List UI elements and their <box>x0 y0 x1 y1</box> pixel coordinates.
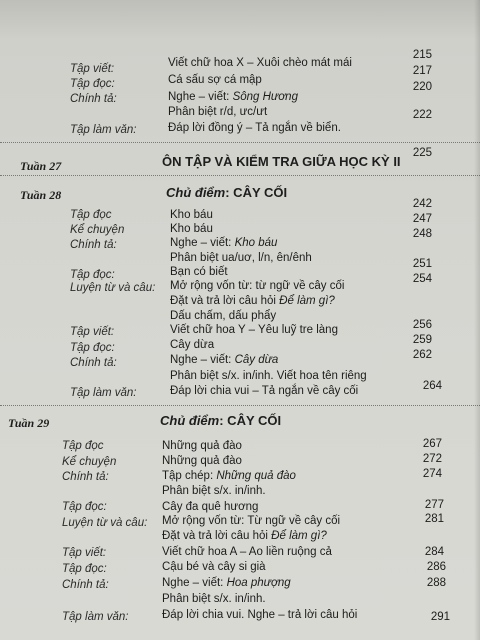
entry-title: Kho báu <box>170 223 213 235</box>
entry-title: Đặt và trả lời câu hỏi Để làm gì? <box>162 530 327 542</box>
entry-label: Tập làm văn: <box>70 387 137 399</box>
entry-title: Những quả đào <box>162 440 242 452</box>
entry-page: 215 <box>412 49 432 61</box>
entry-label: Tập đọc: <box>70 78 115 90</box>
entry-page: 248 <box>412 228 432 240</box>
entry-label: Tập làm văn: <box>62 611 129 623</box>
entry-title: Phân biệt s/x. in/inh. <box>162 593 266 605</box>
entry-page: 281 <box>424 513 444 525</box>
divider <box>0 405 480 407</box>
entry-title: Nghe – viết: Sông Hương <box>168 91 298 103</box>
entry-page: 274 <box>422 468 442 480</box>
entry-page: 284 <box>424 546 444 558</box>
entry-title: Cây đa quê hương <box>162 501 259 513</box>
theme-title: Chủ điểm: CÂY CỐI <box>160 413 282 428</box>
entry-title: Kho báu <box>170 209 213 221</box>
entry-label: Tập đọc: <box>70 269 115 281</box>
entry-page: 222 <box>412 109 432 121</box>
entry-title: Đặt và trả lời câu hỏi Để làm gì? <box>170 295 335 307</box>
entry-page: 217 <box>412 65 432 77</box>
entry-label: Chính tả: <box>62 579 109 591</box>
entry-title: Tập chép: Những quả đào <box>162 470 296 482</box>
section-title: ÔN TẬP VÀ KIỂM TRA GIỮA HỌC KỲ II <box>162 154 401 169</box>
entry-label: Tập viết: <box>70 326 115 338</box>
entry-label: Tập đọc: <box>70 342 115 354</box>
entry-title: Nghe – viết: Cây dừa <box>170 354 279 366</box>
week-label: Tuần 29 <box>8 416 50 430</box>
entry-title: Đáp lời đồng ý – Tả ngắn về biển. <box>168 122 341 134</box>
entry-title: Cậu bé và cây si già <box>162 561 266 573</box>
entry-page: 288 <box>426 577 446 589</box>
entry-title: Cây dừa <box>170 339 215 351</box>
entry-label: Luyện từ và câu: <box>62 517 148 529</box>
entry-title: Cá sấu sợ cá mập <box>168 74 262 86</box>
entry-page: 264 <box>422 380 442 392</box>
entry-label: Tập đọc: <box>62 563 107 575</box>
entry-title: Viết chữ hoa Y – Yêu luỹ tre làng <box>170 324 338 336</box>
entry-page: 220 <box>412 81 432 93</box>
entry-label: Tập viết: <box>62 547 107 559</box>
entry-page: 254 <box>412 273 432 285</box>
entry-title: Đáp lời chia vui – Tả ngắn về cây cối <box>170 385 359 397</box>
entry-label: Chính tả: <box>70 239 117 251</box>
entry-page: 259 <box>412 334 432 346</box>
entry-label: Chính tả: <box>70 93 117 105</box>
entry-page: 286 <box>426 561 446 573</box>
theme-title: Chủ điểm: CÂY CỐI <box>166 185 288 200</box>
entry-page: 247 <box>412 213 432 225</box>
entry-label: Kể chuyện <box>70 224 125 236</box>
entry-title: Viết chữ hoa X – Xuôi chèo mát mái <box>168 57 352 69</box>
entry-title: Những quả đào <box>162 455 242 467</box>
entry-title: Viết chữ hoa A – Ao liền ruộng cả <box>162 546 332 558</box>
shadow <box>0 0 480 40</box>
entry-page: 267 <box>422 438 442 450</box>
entry-label: Tập đọc <box>70 209 112 221</box>
entry-page: 251 <box>412 258 432 270</box>
entry-page: 262 <box>412 349 432 361</box>
week-label: Tuần 27 <box>20 159 62 173</box>
entry-label: Luyện từ và câu: <box>70 282 156 294</box>
entry-title: Dấu chấm, dấu phẩy <box>170 310 277 322</box>
entry-title: Mở rộng vốn từ: từ ngữ về cây cối <box>170 280 345 292</box>
entry-label: Tập đọc: <box>62 501 107 513</box>
entry-title: Nghe – viết: Hoa phượng <box>162 577 291 589</box>
entry-label: Tập đọc <box>62 440 104 452</box>
entry-page: 272 <box>422 453 442 465</box>
entry-title: Phân biệt r/d, ưc/ưt <box>168 106 268 118</box>
entry-page: 277 <box>424 499 444 511</box>
entry-title: Bạn có biết <box>170 266 228 278</box>
entry-label: Tập làm văn: <box>70 124 137 136</box>
entry-label: Chính tả: <box>62 471 109 483</box>
entry-label: Chính tả: <box>70 357 117 369</box>
entry-title: Phân biệt s/x. in/inh. <box>162 485 266 497</box>
entry-title: Mở rộng vốn từ: Từ ngữ về cây cối <box>162 515 341 527</box>
entry-page: 225 <box>412 147 432 159</box>
week-label: Tuần 28 <box>20 188 62 202</box>
entry-label: Tập viết: <box>70 63 115 75</box>
entry-title: Phân biệt s/x. in/inh. Viết hoa tên riêng <box>170 370 367 382</box>
entry-page: 256 <box>412 319 432 331</box>
entry-title: Nghe – viết: Kho báu <box>170 237 278 249</box>
entry-page: 291 <box>430 611 450 623</box>
entry-label: Kể chuyện <box>62 456 117 468</box>
entry-page: 242 <box>412 198 432 210</box>
entry-title: Phân biệt ua/uơ, l/n, ên/ênh <box>170 252 312 264</box>
page-edge-shadow <box>474 0 480 640</box>
divider <box>0 175 480 177</box>
divider <box>0 142 480 144</box>
entry-title: Đáp lời chia vui. Nghe – trả lời câu hỏi <box>162 609 358 621</box>
